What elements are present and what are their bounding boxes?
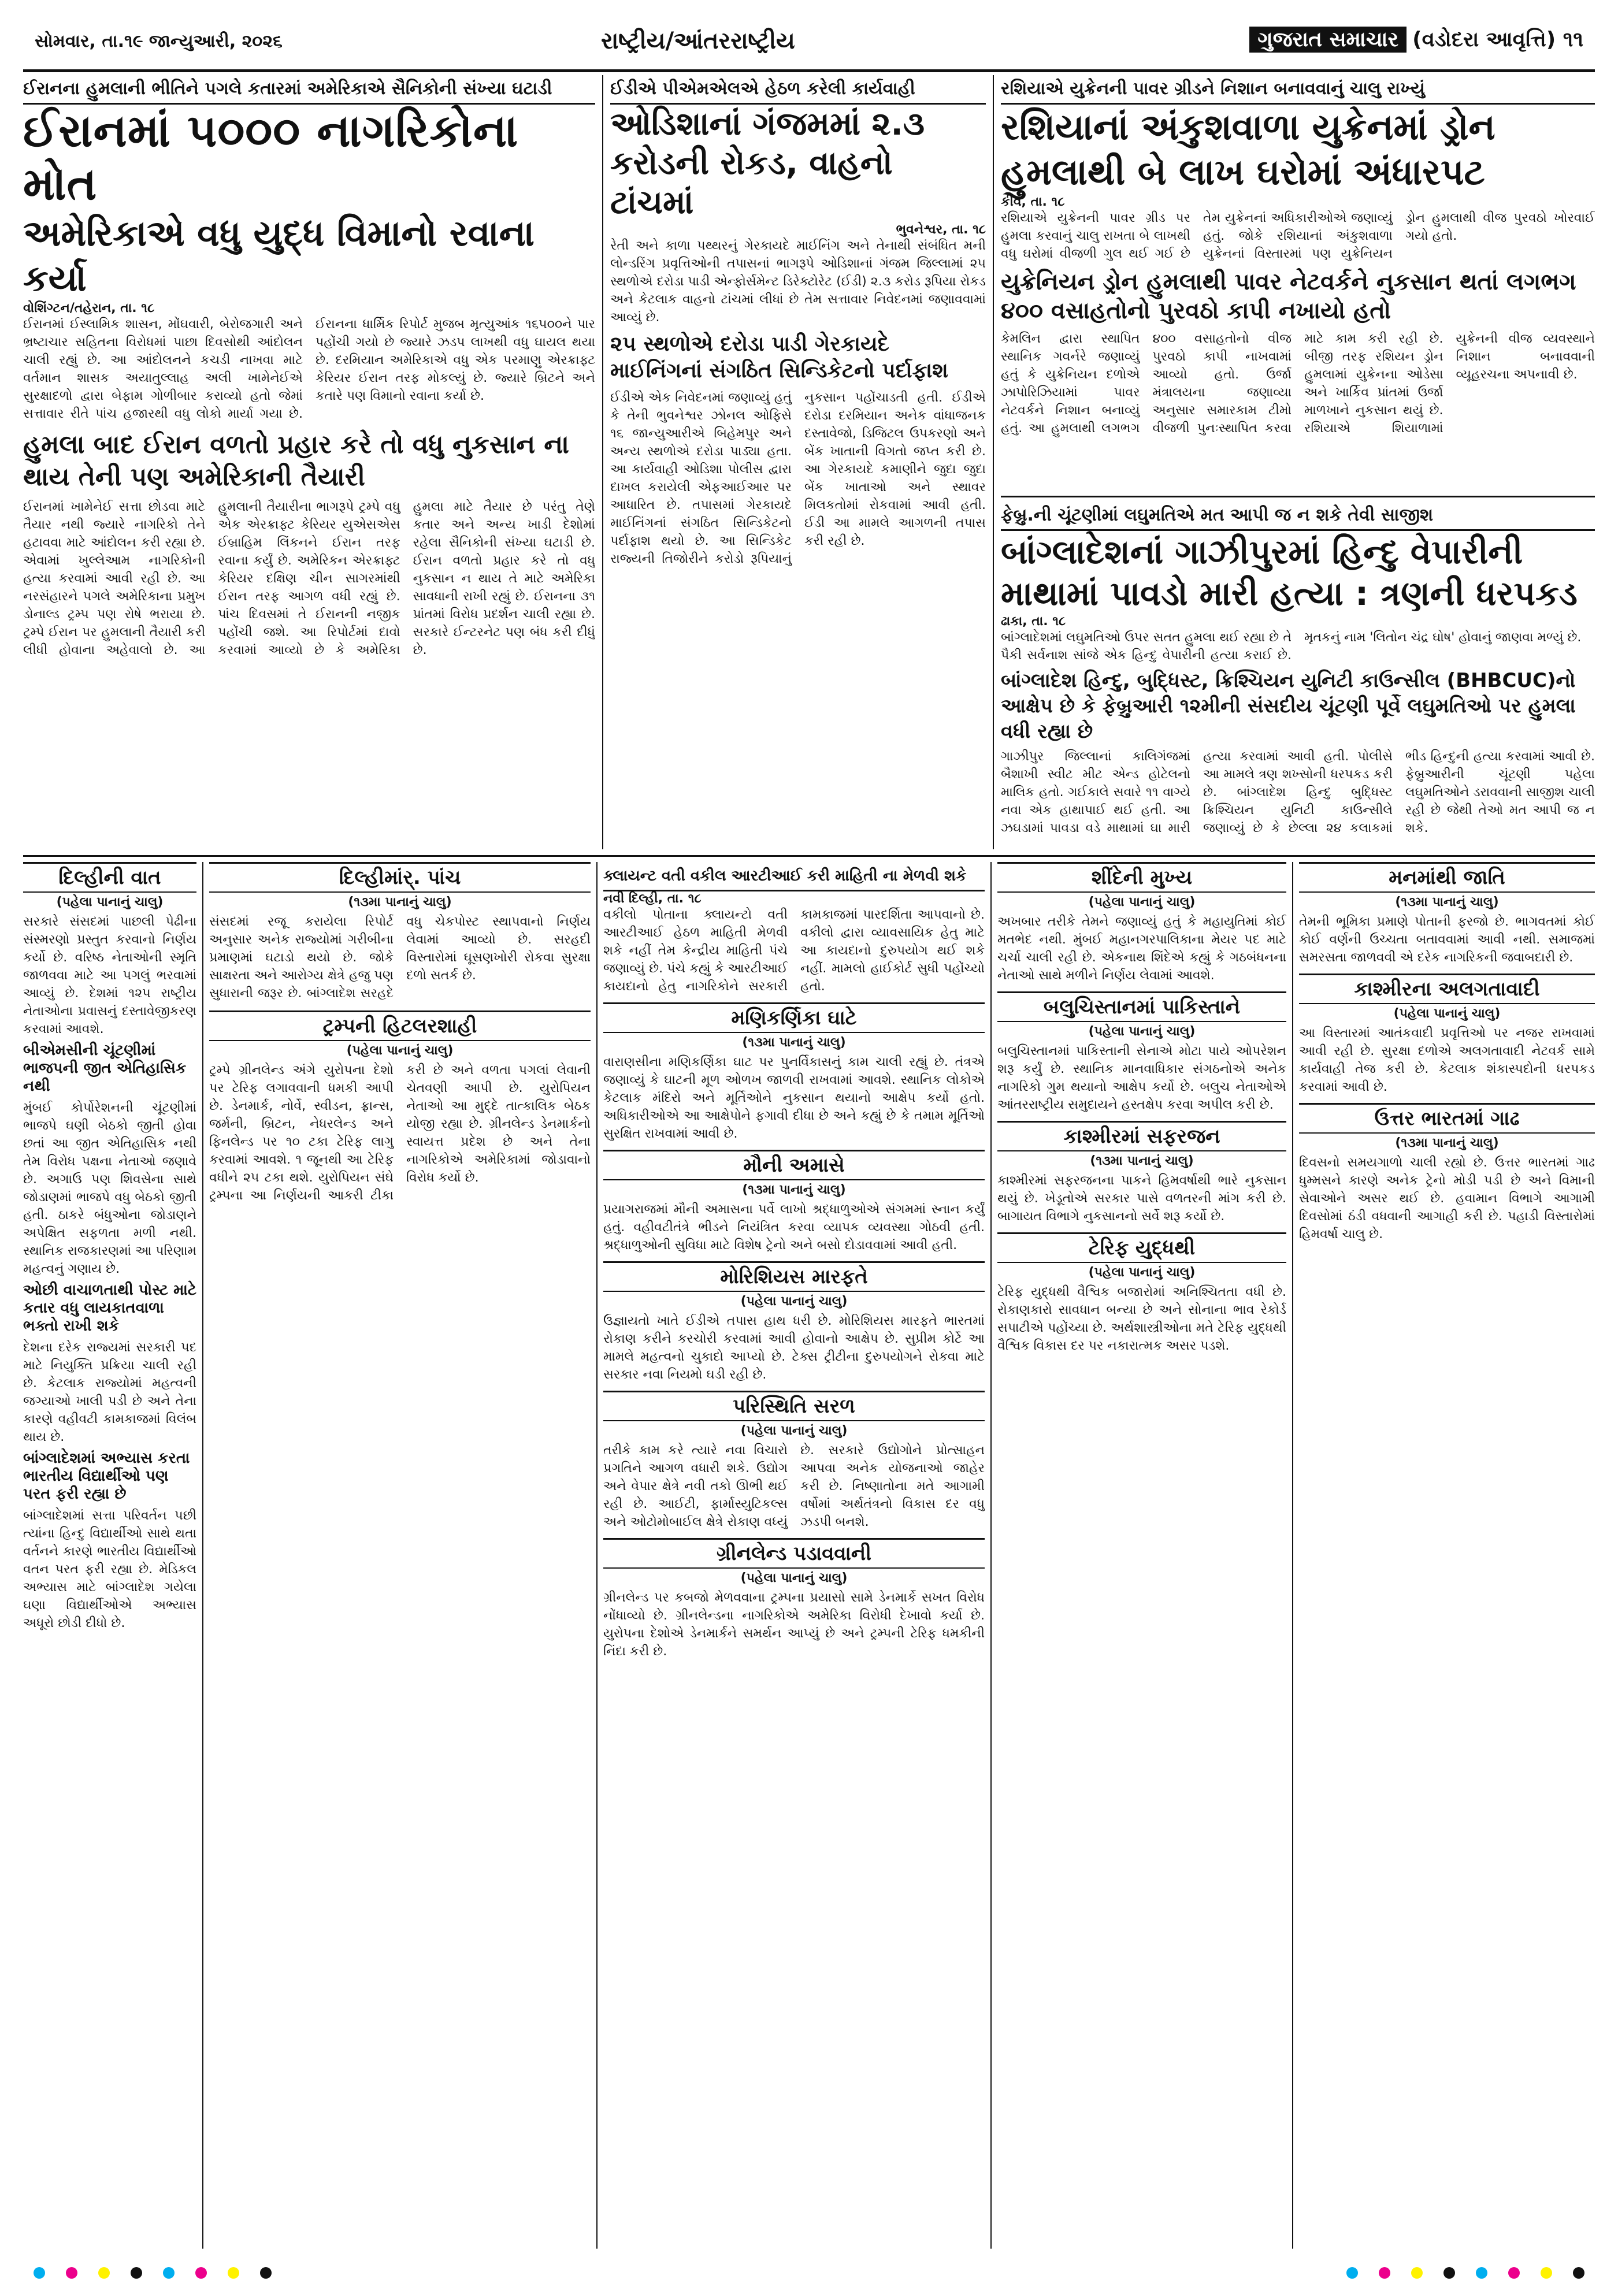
odisha-dateline: ભુવનેશ્વર, તા. ૧૮ [896,222,986,237]
ukraine-subhead: યુક્રેનિયન ડ્રોન હુમલાથી પાવર નેટવર્કને નુકસાન થતાં લગભગ ૪૦૦ વસાહતોનો પુરવઠો કાપી નખાયો હતો [1001,269,1576,324]
delhi-body-3: દેશના દરેક રાજ્યમાં સરકારી પદ માટે નિયુક્તિ પ્રક્રિયા ચાલી રહી છે. કેટલાક રાજ્યોમાં મહત્વની જગ્યાઓ ખાલી પડી છે અને તેના કારણે વહીવટી કામકાજમાં વિલંબ થાય છે. [23,1340,196,1444]
masthead-brand-block [1249,28,1583,52]
delhi-story [23,862,196,2249]
registration-dot [1411,2267,1423,2279]
iran-kicker: ઈરાનના હુમલાની ભીતિને પગલે કતારમાં અમેરિકાએ સૈનિકોની સંખ્યા ઘટાડી [23,75,595,105]
middle-left-column [209,862,591,2249]
ukraine-headline: રશિયાનાં અંકુશવાળા યુક્રેનમાં ડ્રોન હુમલાથી બે લાખ ઘરોમાં અંધારપટ [1001,106,1495,193]
mauni-continued: (૧૩મા પાનાનું ચાલુ) [742,1183,846,1197]
manmathi-title: મનમાંથી જાતિ [1299,862,1595,893]
greenland-title: ગ્રીનલેન્ડ પડાવવાની [603,1538,985,1569]
column-rule [990,862,992,2249]
edition-label: (વડોદરા આવૃત્તિ) ૧૧ [1412,28,1583,51]
column-rule [596,862,598,2249]
far-right-column [1299,862,1595,2249]
delhi2-body: સંસદમાં રજૂ કરાયેલા રિપોર્ટ અનુસાર અનેક રાજ્યોમાં ગરીબીના પ્રમાણમાં ઘટાડો થયો છે. જોકે સાક્ષરતા અને આરોગ્ય ક્ષેત્રે હજુ પણ સુધારાની જરૂર છે. બાંગ્લાદેશ સરહદે વધુ ચેકપોસ્ટ સ્થાપવાનો નિર્ણય લેવામાં આવ્યો છે. સરહદી વિસ્તારોમાં ઘૂસણખોરી રોકવા સુરક્ષા દળો સતર્ક છે. [209,915,591,1001]
tariff-title: ટેરિફ યુદ્ધથી [997,1232,1286,1263]
registration-dot [1573,2267,1584,2279]
registration-dot [131,2267,142,2279]
masthead [23,23,1595,72]
situation-title: પરિસ્થિતિ સરળ [603,1391,985,1421]
ukraine-lead: રશિયાએ યુક્રેનની પાવર ગ્રીડ પર હુમલા કરવાનું ચાલુ રાખતા બે લાખથી વધુ ઘરોમાં વીજળી ગુલ થઈ ગઈ છે તેમ યુક્રેનનાં અધિકારીઓએ જણાવ્યું હતું. જોકે રશિયાનાં અંકુશવાળા યુક્રેનનાં વિસ્તારમાં પણ યુક્રેનિયન ડ્રોન હુમલાથી વીજ પુરવઠો ખોરવાઈ ગયો હતો. [1001,211,1595,261]
kashmir-title: કાશ્મીરમાં સફરજન [997,1121,1286,1151]
registration-dot [1476,2267,1487,2279]
registration-dot [34,2267,45,2279]
mauni-body: પ્રયાગરાજમાં મૌની અમાસના પર્વે લાખો શ્રદ્ધાળુઓએ સંગમમાં સ્નાન કર્યું હતું. વહીવટીતંત્રે ભીડને નિયંત્રિત કરવા વ્યાપક વ્યવસ્થા ગોઠવી હતી. શ્રદ્ધાળુઓની સુવિધા માટે વિશેષ ટ્રેનો અને બસો દોડાવવામાં આવી હતી. [603,1202,985,1253]
registration-dot [1508,2267,1520,2279]
kashmira-body: આ વિસ્તારમાં આતંકવાદી પ્રવૃત્તિઓ પર નજર રાખવામાં આવી રહી છે. સુરક્ષા દળોએ અલગતાવાદી નેટવર્ક સામે કાર્યવાહી તેજ કરી છે. કેટલાક શંકાસ્પદોની ધરપકડ કરવામાં આવી છે. [1299,1026,1595,1094]
odisha-headline: ઓડિશાનાં ગંજમમાં ૨.૩ કરોડની રોકડ, વાહનો ટાંચમાં [610,105,925,221]
kashmira-title: કાશ્મીરના અલગતાવાદી [1299,974,1595,1004]
kashmira-continued: (પહેલા પાનાનું ચાલુ) [1393,1006,1501,1021]
section-title: રાષ્ટ્રીય/આંતરરાષ્ટ્રીય [601,28,795,54]
color-dots-left [23,2265,282,2283]
balochistan-body: બલુચિસ્તાનમાં પાકિસ્તાની સેનાએ મોટા પાયે ઓપરેશન શરૂ કર્યું છે. સ્થાનિક માનવાધિકાર સંગઠનોએ અનેક નાગરિકો ગુમ થયાનો આક્ષેપ કર્યો છે. બલુચ નેતાઓએ આંતરરાષ્ટ્રીય સમુદાયને હસ્તક્ષેપ કરવા અપીલ કરી છે. [997,1044,1286,1112]
trump-title: ટ્રમ્પની હિટલરશાહી [209,1010,591,1041]
mauritius-continued: (પહેલા પાનાનું ચાલુ) [740,1294,848,1309]
delhi-sub-1: બીએમસીની ચૂંટણીમાં ભાજપની જીત એતિહાસિક નથી [23,1042,187,1095]
situation-body: તરીકે કામ કરે ત્યારે નવા વિચારો પ્રગતિને આગળ વધારી શકે. ઉદ્યોગ અને વેપાર ક્ષેત્રે નવી તકો ઊભી થઈ રહી છે. આઈટી, ફાર્માસ્યુટિકલ્સ અને ઓટોમોબાઈલ ક્ષેત્રે રોકાણ વધ્યું છે. સરકારે ઉદ્યોગોને પ્રોત્સાહન આપવા અનેક યોજનાઓ જાહેર કરી છે. નિષ્ણાતોના મતે આગામી વર્ષોમાં અર્થતંત્રનો વિકાસ દર વધુ ઝડપી બનશે. [603,1443,985,1529]
kashmir-body: કાશ્મીરમાં સફરજનના પાકને હિમવર્ષાથી ભારે નુકસાન થયું છે. ખેડૂતોએ સરકાર પાસે વળતરની માંગ કરી છે. બાગાયત વિભાગે નુકસાનનો સર્વે શરૂ કર્યો છે. [997,1173,1286,1224]
column-rule [993,75,994,849]
registration-dot [260,2267,272,2279]
registration-dot [1541,2267,1552,2279]
iran-story [23,75,595,849]
delhi-body-4: બાંગ્લાદેશમાં સત્તા પરિવર્તન પછી ત્યાંના હિન્દુ વિદ્યાર્થીઓ સાથે થતા વર્તનને કારણે ભારતીય વિદ્યાર્થીઓ વતન પરત ફરી રહ્યા છે. મેડિકલ અભ્યાસ માટે બાંગ્લાદેશ ગયેલા ઘણા વિદ્યાર્થીઓએ અભ્યાસ અધૂરો છોડી દીધો છે. [23,1509,196,1630]
delhi-sub-2: ઓછી વાચાળતાથી પોસ્ટ માટે કતાર વધુ લાયકાતવાળા ભક્તો રાખી શકે [23,1281,196,1335]
iran-subhead: હુમલા બાદ ઈરાન વળતો પ્રહાર કરે તો વધુ નુકસાન ના થાય તેની પણ અમેરિકાની તૈયારી [23,430,569,492]
registration-dot [195,2267,207,2279]
tariff-continued: (પહેલા પાનાનું ચાલુ) [1088,1265,1196,1280]
north-body: દિવસનો સમયગાળો ચાલી રહ્યો છે. ઉત્તર ભારતમાં ગાઢ ધુમ્મસને કારણે અનેક ટ્રેનો મોડી પડી છે અને વિમાની સેવાઓને અસર થઈ છે. હવામાન વિભાગે આગામી દિવસોમાં ઠંડી વધવાની આગાહી કરી છે. પહાડી વિસ્તારોમાં હિમવર્ષા ચાલુ છે. [1299,1156,1595,1242]
delhi2-continued: (૧૩મા પાનાનું ચાલુ) [348,895,452,909]
manikarnika-title: મણિકર્ણિકા ઘાટે [603,1002,985,1033]
shinde-continued: (પહેલા પાનાનું ચાલુ) [1088,895,1196,909]
iran-lead: ઈરાનમાં ઈસ્લામિક શાસન, મોંઘવારી, બેરોજગારી અને ભ્રષ્ટાચાર સહિતના વિરોધમાં પાછા દિવસોથી આંદોલન ચાલી રહ્યું છે. આ આંદોલનને કચડી નાખવા માટે વર્તમાન શાસક અયાતુલ્લાહ અલી ખામેનેઈએ સુરક્ષાદળો દ્વારા બેફામ ગોળીબાર કરાવ્યો હતો જેમાં સત્તાવાર રીતે પાંચ હજારથી વધુ લોકો માર્યા ગયા છે. ઈરાનના ધાર્મિક રિપોર્ટ મુજબ મૃત્યુઆંક ૧૬૫૦૦ને પાર પહોંચી ગયો છે જ્યારે ઝડપ લાખથી વધુ ઘાયલ થયા છે. દરમિયાન અમેરિકાએ વધુ એક પરમાણુ એરક્રાફ્ટ કેરિયર ઈરાન તરફ મોકલ્યું છે. જ્યારે બ્રિટને અને કતારે પણ વિમાનો રવાના કર્યા છે. [23,317,595,421]
odisha-kicker: ઈડીએ પીએમએલએ હેઠળ કરેલી કાર્યવાહી [610,75,986,105]
right-middle-column [997,862,1286,2249]
trump-body: ટ્રમ્પે ગ્રીનલેન્ડ અંગે યુરોપના દેશો પર ટેરિફ લગાવવાની ધમકી આપી છે. ડેનમાર્ક, નોર્વે, સ્વીડન, ફ્રાન્સ, જર્મની, બ્રિટન, નેધરલેન્ડ અને ફિનલેન્ડ પર ૧૦ ટકા ટેરિફ લાગુ કરવામાં આવશે. ૧ જૂનથી આ ટેરિફ વધીને ૨૫ ટકા થશે. યુરોપિયન સંઘે ટ્રમ્પના આ નિર્ણયની આકરી ટીકા કરી છે અને વળતા પગલાં લેવાની ચેતવણી આપી છે. યુરોપિયન નેતાઓ આ મુદ્દે તાત્કાલિક બેઠક યોજી રહ્યા છે. ગ્રીનલેન્ડ ડેનમાર્કનો સ્વાયત્ત પ્રદેશ છે અને તેના નાગરિકોએ અમેરિકામાં જોડાવાનો વિરોધ કર્યો છે. [209,1063,591,1203]
bangladesh-headline: બાંગ્લાદેશનાં ગાઝીપુરમાં હિન્દુ વેપારીની માથામાં પાવડો મારી હત્યા : ત્રણની ધરપકડ [1001,532,1578,613]
iran-dateline: વોશિંગ્ટન/તહેરાન, તા. ૧૮ [23,301,155,315]
registration-dot [228,2267,239,2279]
ukraine-body: કેમલિન દ્વારા સ્થાપિત સ્થાનિક ગવર્નરે જણાવ્યું હતું કે યુક્રેનિયન દળોએ ઝાપોરિઝિયામાં પાવર નેટવર્કને નિશાન બનાવ્યું હતું. આ હુમલાથી લગભગ ૪૦૦ વસાહતોનો વીજ પુરવઠો કાપી નાખવામાં આવ્યો હતો. ઉર્જા મંત્રાલયના જણાવ્યા અનુસાર સમારકામ ટીમો વીજળી પુનઃસ્થાપિત કરવા માટે કામ કરી રહી છે. બીજી તરફ રશિયન ડ્રોન હુમલામાં યુક્રેનના ઓડેસા અને ખાર્કિવ પ્રાંતમાં ઉર્જા માળખાને નુકસાન થયું છે. રશિયાએ શિયાળામાં યુક્રેનની વીજ વ્યવસ્થાને નિશાન બનાવવાની વ્યૂહરચના અપનાવી છે. [1001,332,1595,436]
ukraine-kicker: રશિયાએ યુક્રેનની પાવર ગ્રીડને નિશાન બનાવવાનું ચાલુ રાખ્યું [1001,75,1595,105]
iran-headline-2: અમેરિકાએ વધુ યુદ્ધ વિમાનો રવાના કર્યા [23,212,535,299]
registration-dot [98,2267,110,2279]
registration-dot [1379,2267,1390,2279]
delhi-body: સરકારે સંસદમાં પાછલી પેઢીના સંસ્મરણો પ્રસ્તુત કરવાનો નિર્ણય કર્યો છે. વરિષ્ઠ નેતાઓની સ્મૃતિ જાળવવા માટે આ પગલું ભરવામાં આવ્યું છે. દેશમાં ૧૨૫ રાષ્ટ્રીય નેતાઓના પ્રવાસનું દસ્તાવેજીકરણ કરવામાં આવશે. [23,915,196,1036]
bangladesh-story [1001,501,1595,848]
shinde-title: શીંદેની મુખ્ય [997,862,1286,893]
balochistan-title: બલુચિસ્તાનમાં પાકિસ્તાને [997,991,1286,1022]
trump-continued: (પહેલા પાનાનું ચાલુ) [346,1043,454,1058]
greenland-continued: (પહેલા પાનાનું ચાલુ) [740,1571,848,1585]
tariff-body: ટેરિફ યુદ્ધથી વૈશ્વિક બજારોમાં અનિશ્ચિતતા વધી છે. રોકાણકારો સાવધાન બન્યા છે અને સોનાના ભાવ રેકોર્ડ સપાટીએ પહોંચ્યા છે. અર્થશાસ્ત્રીઓના મતે ટેરિફ યુદ્ધથી વૈશ્વિક વિકાસ દર પર નકારાત્મક અસર પડશે. [997,1285,1286,1353]
client-dateline: નવી દિલ્હી, તા. ૧૮ [603,891,702,906]
odisha-lead: રેતી અને કાળા પથ્થરનું ગેરકાયદે માઈનિંગ અને તેનાથી સંબંધિત મની લોન્ડરિંગ પ્રવૃત્તિઓની તપાસનાં ભાગરૂપે ઓડિશાનાં ગંજમ જિલ્લામાં ૨૫ સ્થળોએ દરોડા પાડી એન્ફોર્સમેન્ટ ડિરેક્ટોરેટ (ઈડી) ૨.૩ કરોડ રૂપિયા રોકડ અને કેટલાક વાહનો ટાંચમાં લીધાં છે તેમ સત્તાવાર નિવેદનમાં જણાવવામાં આવ્યું છે. [610,239,986,325]
bangladesh-lead: બાંગ્લાદેશમાં લઘુમતિઓ ઉપર સતત હુમલા થઈ રહ્યા છે તે પૈકી સર્વનાશ સાંજે એક હિન્દુ વેપારીની હત્યા કરાઈ છે. મૃતકનું નામ 'લિતોન ચંદ્ર ઘોષ' હોવાનું જાણવા મળ્યું છે. [1001,630,1582,663]
registration-marks [23,2265,1595,2282]
center-column [603,862,985,2249]
delhi-sub-3: બાંગ્લાદેશમાં અભ્યાસ કરતા ભારતીય વિદ્યાર્થીઓ પણ પરત ફરી રહ્યા છે [23,1450,190,1503]
mauritius-body: ઉજ્ઞાયતો ખાતે ઈડીએ તપાસ હાથ ધરી છે. મોરિશિયસ મારફતે ભારતમાં રોકાણ કરીને કરચોરી કરવામાં આવી હોવાનો આક્ષેપ છે. સુપ્રીમ કોર્ટે આ મામલે મહત્વનો ચુકાદો આપ્યો છે. ટેક્સ ટ્રીટીના દુરુપયોગને રોકવા માટે સરકાર નવા નિયમો ઘડી રહી છે. [603,1314,985,1382]
column-rule [1292,862,1293,2249]
bangladesh-kicker: ફેબ્રુ.ની ચૂંટણીમાં લઘુમતિએ મત આપી જ ન શકે તેવી સાજીશ [1001,501,1595,531]
mauritius-title: મોરિશિયસ મારફતે [603,1261,985,1292]
registration-dot [1443,2267,1455,2279]
delhi2-title: દિલ્હીમાંર્. પાંચ [209,862,591,893]
manmathi-continued: (૧૩મા પાનાનું ચાલુ) [1395,895,1499,909]
iran-headline-1: ઈરાનમાં ૫૦૦૦ નાગરિકોના મોત [23,105,519,210]
manikarnika-continued: (૧૩મા પાનાનું ચાલુ) [742,1035,846,1050]
ukraine-dateline: કીવ, તા. ૧૮ [1001,195,1065,209]
section-rule [23,855,1595,857]
color-dots-right [1336,2265,1595,2283]
balochistan-continued: (પહેલા પાનાનું ચાલુ) [1088,1024,1196,1039]
delhi-body-2: મુંબઈ કોર્પોરેશનની ચૂંટણીમાં ભાજપે ઘણી બેઠકો જીતી હોવા છતાં આ જીત એતિહાસિક નથી તેમ વિરોધ પક્ષના નેતાઓ જણાવે છે. અગાઉ પણ શિવસેના સાથે જોડાણમાં ભાજપે વધુ બેઠકો જીતી હતી. ઠાકરે બંધુઓના જોડાણને અપેક્ષિત સફળતા મળી નથી. સ્થાનિક રાજકારણમાં આ પરિણામ મહત્વનું ગણાય છે. [23,1101,196,1276]
delhi-title: દિલ્હીની વાત [23,862,196,893]
registration-dot [163,2267,175,2279]
situation-continued: (પહેલા પાનાનું ચાલુ) [740,1424,848,1438]
iran-body: ઈરાનમાં ખામેનેઈ સત્તા છોડવા માટે તૈયાર નથી જ્યારે નાગરિકો તેને હટાવવા માટે આંદોલન કરી રહ્યા છે. એવામાં ખુલ્લેઆમ નાગરિકોની હત્યા કરવામાં આવી રહી છે. આ નરસંહારને પગલે અમેરિકાના પ્રમુખ ડોનાલ્ડ ટ્રમ્પ પણ રોષે ભરાયા છે. ટ્રમ્પે ઈરાન પર હુમલાની તૈયારી કરી લીધી હોવાના અહેવાલો છે. આ હુમલાની તૈયારીના ભાગરૂપે ટ્રમ્પે વધુ એક એરક્રાફ્ટ કેરિયર યુએસએસ ઈબ્રાહિમ લિંકનને ઈરાન તરફ રવાના કર્યું છે. અમેરિકન એરક્રાફ્ટ કેરિયર દક્ષિણ ચીન સાગરમાંથી ઈરાન તરફ આગળ વધી રહ્યું છે. પાંચ દિવસમાં તે ઈરાનની નજીક પહોંચી જશે. આ રિપોર્ટમાં દાવો કરવામાં આવ્યો છે કે અમેરિકા હુમલા માટે તૈયાર છે પરંતુ તેણે કતાર અને અન્ય ખાડી દેશોમાં રહેલા સૈનિકોની સંખ્યા ઘટાડી છે. ઈરાન વળતો પ્રહાર કરે તો વધુ નુકસાન ન થાય તે માટે અમેરિકા સાવધાની રાખી રહ્યું છે. ઈરાનના ૩૧ પ્રાંતમાં વિરોધ પ્રદર્શન ચાલી રહ્યા છે. સરકારે ઈન્ટરનેટ પણ બંધ કરી દીધું છે. [23,500,595,657]
client-title: ક્લાયન્ટ વતી વકીલ આરટીઆઈ કરી માહિતી ના મેળવી શકે [603,862,985,891]
ukraine-story [1001,75,1595,491]
delhi-continued: (પહેલા પાનાનું ચાલુ) [56,895,164,909]
shinde-body: અખબાર તરીકે તેમને જણાવ્યું હતું કે મહાયુતિમાં કોઈ મતભેદ નથી. મુંબઈ મહાનગરપાલિકાના મેયર પદ માટે ચર્ચા ચાલી રહી છે. એકનાથ શિંદેએ કહ્યું કે ગઠબંધનના નેતાઓ સાથે મળીને નિર્ણય લેવામાં આવશે. [997,915,1286,983]
bangladesh-body: ગાઝીપુર જિલ્લાનાં કાલિગંજમાં બૈશાખી સ્વીટ મીટ એન્ડ હોટેલનો માલિક હતો. ગઈકાલે સવારે ૧૧ વાગ્યે નવા એક હાથાપાઈ થઈ હતી. આ ઝઘડામાં પાવડા વડે માથામાં ઘા મારી હત્યા કરવામાં આવી હતી. પોલીસે આ મામલે ત્રણ શખ્સોની ધરપકડ કરી છે. બાંગ્લાદેશ હિન્દુ બુદ્ધિસ્ટ ક્રિશ્ચિયન યુનિટી કાઉન્સીલે જણાવ્યું છે કે છેલ્લા ૨૪ કલાકમાં ભીડ હિન્દુની હત્યા કરવામાં આવી છે. ફેબ્રુઆરીની ચૂંટણી પહેલા લઘુમતિઓને ડરાવવાની સાજીશ ચાલી રહી છે જેથી તેઓ મત આપી જ ન શકે. [1001,749,1595,835]
manikarnika-body: વારાણસીના મણિકર્ણિકા ઘાટ પર પુનર્વિકાસનું કામ ચાલી રહ્યું છે. તંત્રએ જણાવ્યું કે ઘાટની મૂળ ઓળખ જાળવી રાખવામાં આવશે. સ્થાનિક લોકોએ કેટલાક મંદિરો અને મૂર્તિઓને નુકસાન થયાનો આક્ષેપ કર્યો હતો. અધિકારીઓએ આ આક્ષેપોને ફગાવી દીધા છે અને કહ્યું છે કે તમામ મૂર્તિઓ સુરક્ષિત રાખવામાં આવી છે. [603,1055,985,1141]
column-rule [602,75,603,849]
registration-dot [66,2267,77,2279]
masthead-date: સોમવાર, તા.૧૯ જાન્યુઆરી, ૨૦૨૬ [35,31,283,51]
brand-logo: ગુજરાત સમાચાર [1249,27,1407,53]
odisha-body: ઈડીએ એક નિવેદનમાં જણાવ્યું હતું કે તેની ભુવનેશ્વર ઝોનલ ઓફિસે ૧૬ જાન્યુઆરીએ બિહેમપુર અને અન્ય સ્થળોએ દરોડા પાડ્યા હતા. આ કાર્યવાહી ઓડિશા પોલીસ દ્વારા દાખલ કરાયેલી એફઆઈઆર પર આધારિત છે. તપાસમાં ગેરકાયદે માઈનિંગનાં સંગઠિત સિન્ડિકેટનો પર્દાફાશ થયો છે. આ સિન્ડિકેટ રાજ્યની તિજોરીને કરોડો રૂપિયાનું નુકસાન પહોંચાડતી હતી. ઈડીએ દરોડા દરમિયાન અનેક વાંધાજનક દસ્તાવેજો, ડિજિટલ ઉપકરણો અને બેંક ખાતાની વિગતો જપ્ત કરી છે. આ ગેરકાયદે કમાણીને જુદા જુદા બેંક ખાતાઓ અને સ્થાવર મિલકતોમાં રોકવામાં આવી હતી. ઈડી આ મામલે આગળની તપાસ કરી રહી છે. [610,391,986,566]
odisha-story [610,75,986,849]
mauni-title: મૌની અમાસે [603,1150,985,1180]
kashmir-continued: (૧૩મા પાનાનું ચાલુ) [1090,1154,1194,1168]
greenland-body: ગ્રીનલેન્ડ પર કબજો મેળવવાના ટ્રમ્પના પ્રયાસો સામે ડેનમાર્કે સખત વિરોધ નોંધાવ્યો છે. ગ્રીનલેન્ડના નાગરિકોએ અમેરિકા વિરોધી દેખાવો કર્યા છે. યુરોપના દેશોએ ડેનમાર્કને સમર્થન આપ્યું છે અને ટ્રમ્પની ટેરિફ ધમકીની નિંદા કરી છે. [603,1591,985,1659]
odisha-subhead: ૨૫ સ્થળોએ દરોડા પાડી ગેરકાયદે માઈનિંગનાં સંગઠિત સિન્ડિકેટનો પર્દાફાશ [610,332,948,382]
north-continued: (૧૩મા પાનાનું ચાલુ) [1395,1136,1499,1150]
client-body: વકીલો પોતાના ક્લાયન્ટો વતી આરટીઆઈ હેઠળ માહિતી મેળવી શકે નહીં તેમ કેન્દ્રીય માહિતી પંચે જણાવ્યું છે. પંચે કહ્યું કે આરટીઆઈ કાયદાનો હેતુ નાગરિકોને સરકારી કામકાજમાં પારદર્શિતા આપવાનો છે. વકીલો દ્વારા વ્યાવસાયિક હેતુ માટે આ કાયદાનો દુરુપયોગ થઈ શકે નહીં. મામલો હાઈકોર્ટ સુધી પહોંચ્યો હતો. [603,908,985,994]
manmathi-body: તેમની ભૂમિકા પ્રમાણે પોતાની ફરજો છે. ભાગવતમાં કોઈ કોઈ વર્ણની ઉચ્ચતા બતાવવામાં આવી નથી. સમાજમાં સમરસતા જાળવવી એ દરેક નાગરિકની જવાબદારી છે. [1299,915,1595,965]
section-rule [1001,496,1595,497]
column-rule [202,862,203,2249]
bangladesh-dateline: ઢાકા, તા. ૧૮ [1001,614,1066,629]
registration-dot [1346,2267,1358,2279]
north-title: ઉત્તર ભારતમાં ગાઢ [1299,1103,1595,1134]
bangladesh-subhead: બાંગ્લાદેશ હિન્દુ, બુદ્ધિસ્ટ, ક્રિશ્ચિયન યુનિટી કાઉન્સીલ (BHBCUC)નો આક્ષેપ છે કે ફેબ્રુઆરી ૧૨મીની સંસદીય ચૂંટણી પૂર્વે લઘુમતિઓ પર હુમલા વધી રહ્યા છે [1001,669,1576,743]
